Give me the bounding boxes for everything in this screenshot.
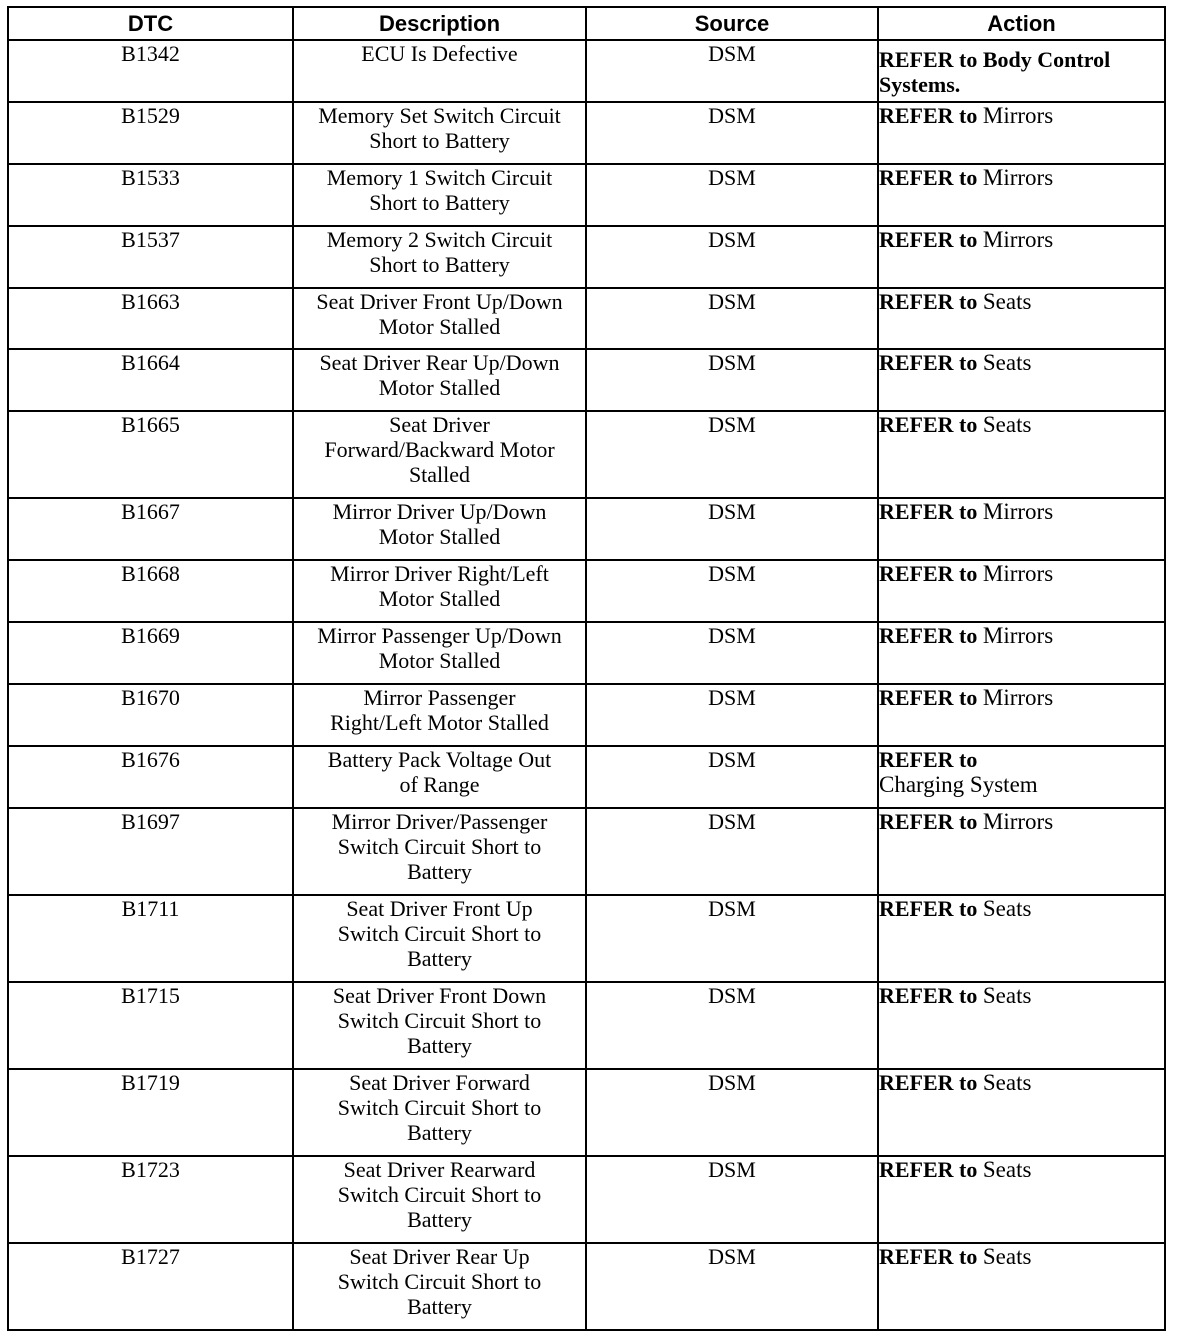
header-action: Action <box>878 7 1165 40</box>
description-line: Stalled <box>408 462 471 487</box>
cell-dtc: B1342 <box>8 40 293 102</box>
description-line: Seat Driver Front Up <box>346 896 533 921</box>
cell-description <box>293 1156 586 1243</box>
description-line: Mirror Passenger <box>363 685 516 710</box>
table-row <box>8 560 1165 622</box>
table-header-row <box>8 7 1165 40</box>
description-line: Switch Circuit Short to <box>337 1008 542 1033</box>
table-row <box>8 226 1165 288</box>
cell-action <box>878 349 1165 411</box>
action-target: Seats <box>982 983 1032 1008</box>
cell-source: DSM <box>586 1243 878 1330</box>
cell-action <box>878 498 1165 560</box>
table-row <box>8 684 1165 746</box>
cell-description <box>293 808 586 895</box>
table-row <box>8 622 1165 684</box>
description-line: Mirror Driver Right/Left <box>330 561 549 586</box>
description-line: Motor Stalled <box>378 314 501 339</box>
description-line: Battery <box>407 1033 472 1058</box>
cell-action <box>878 1069 1165 1156</box>
cell-source: DSM <box>586 40 878 102</box>
description-line: Switch Circuit Short to <box>337 921 542 946</box>
description-line: Seat Driver Front Down <box>332 983 547 1008</box>
description-line: Battery <box>407 1120 472 1145</box>
action-target: Mirrors <box>982 623 1054 648</box>
cell-dtc: B1667 <box>8 498 293 560</box>
action-target: Mirrors <box>982 561 1054 586</box>
table-row <box>8 808 1165 895</box>
cell-source: DSM <box>586 684 878 746</box>
cell-source: DSM <box>586 498 878 560</box>
cell-description <box>293 164 586 226</box>
cell-dtc: B1663 <box>8 288 293 349</box>
cell-action <box>878 164 1165 226</box>
description-line: Short to Battery <box>369 252 510 277</box>
cell-description <box>293 746 586 808</box>
cell-description <box>293 560 586 622</box>
table-row <box>8 349 1165 411</box>
action-target: Seats <box>982 896 1032 921</box>
cell-description <box>293 40 586 102</box>
cell-source: DSM <box>586 1156 878 1243</box>
cell-source: DSM <box>586 560 878 622</box>
cell-dtc: B1669 <box>8 622 293 684</box>
cell-dtc: B1529 <box>8 102 293 164</box>
table-row <box>8 40 1165 102</box>
action-target: Seats <box>982 289 1032 314</box>
cell-source: DSM <box>586 164 878 226</box>
table-row <box>8 746 1165 808</box>
cell-source: DSM <box>586 622 878 684</box>
cell-source: DSM <box>586 895 878 982</box>
description-line: of Range <box>399 772 480 797</box>
cell-dtc: B1723 <box>8 1156 293 1243</box>
cell-dtc: B1670 <box>8 684 293 746</box>
cell-action <box>878 1243 1165 1330</box>
description-line: Mirror Passenger Up/Down <box>317 623 562 648</box>
description-line: Motor Stalled <box>378 375 501 400</box>
action-refer: REFER to <box>879 809 978 834</box>
action-refer: REFER to <box>879 289 978 314</box>
cell-dtc: B1697 <box>8 808 293 895</box>
cell-source: DSM <box>586 102 878 164</box>
description-line: Memory 2 Switch Circuit <box>326 227 553 252</box>
description-line: Battery <box>407 946 472 971</box>
table-row <box>8 1156 1165 1243</box>
action-refer: REFER to <box>879 747 978 772</box>
cell-description <box>293 102 586 164</box>
action-refer: REFER to <box>879 103 978 128</box>
table-row <box>8 1069 1165 1156</box>
cell-description <box>293 895 586 982</box>
cell-description <box>293 411 586 498</box>
cell-action <box>878 684 1165 746</box>
description-line: Battery <box>407 1294 472 1319</box>
description-line: Seat Driver Rearward <box>343 1157 536 1182</box>
cell-description <box>293 288 586 349</box>
cell-dtc: B1676 <box>8 746 293 808</box>
action-target: Charging System <box>879 772 1038 797</box>
description-line: Seat Driver Forward <box>349 1070 530 1095</box>
table-body <box>8 40 1165 1330</box>
table-row <box>8 102 1165 164</box>
action-refer: REFER to <box>879 499 978 524</box>
cell-description <box>293 1069 586 1156</box>
description-line: Short to Battery <box>369 190 510 215</box>
cell-description <box>293 622 586 684</box>
action-refer: REFER to <box>879 227 978 252</box>
cell-action <box>878 560 1165 622</box>
description-line: Seat Driver Front Up/Down <box>316 289 563 314</box>
cell-dtc: B1664 <box>8 349 293 411</box>
cell-dtc: B1537 <box>8 226 293 288</box>
action-target: Mirrors <box>982 165 1054 190</box>
cell-description <box>293 226 586 288</box>
description-line: Memory 1 Switch Circuit <box>326 165 553 190</box>
cell-action <box>878 808 1165 895</box>
description-line: Switch Circuit Short to <box>337 1095 542 1120</box>
cell-action <box>878 982 1165 1069</box>
table-row <box>8 895 1165 982</box>
table-row <box>8 982 1165 1069</box>
action-target: Mirrors <box>982 227 1054 252</box>
cell-action <box>878 102 1165 164</box>
table-row <box>8 1243 1165 1330</box>
cell-source: DSM <box>586 808 878 895</box>
cell-source: DSM <box>586 411 878 498</box>
description-line: Motor Stalled <box>378 648 501 673</box>
description-line: Short to Battery <box>369 128 510 153</box>
cell-source: DSM <box>586 982 878 1069</box>
action-target: Systems. <box>879 72 961 97</box>
cell-description <box>293 1243 586 1330</box>
cell-action <box>878 895 1165 982</box>
cell-dtc: B1719 <box>8 1069 293 1156</box>
action-refer: REFER to <box>879 561 978 586</box>
table-row <box>8 498 1165 560</box>
action-target: Seats <box>982 350 1032 375</box>
cell-dtc: B1727 <box>8 1243 293 1330</box>
description-line: Motor Stalled <box>378 586 501 611</box>
cell-action <box>878 746 1165 808</box>
description-line: Motor Stalled <box>378 524 501 549</box>
description-line: Battery <box>407 1207 472 1232</box>
cell-description <box>293 982 586 1069</box>
cell-source: DSM <box>586 1069 878 1156</box>
action-refer: REFER to <box>879 1157 978 1182</box>
action-refer: REFER to <box>879 896 978 921</box>
table-row <box>8 288 1165 349</box>
description-line: Right/Left Motor Stalled <box>330 710 549 735</box>
cell-dtc: B1715 <box>8 982 293 1069</box>
action-target: Mirrors <box>982 685 1054 710</box>
action-target: Seats <box>982 1070 1032 1095</box>
action-refer: REFER to <box>879 685 978 710</box>
cell-action <box>878 411 1165 498</box>
cell-action <box>878 226 1165 288</box>
action-refer: REFER to <box>879 1244 978 1269</box>
description-line: Battery Pack Voltage Out <box>327 747 552 772</box>
cell-dtc: B1665 <box>8 411 293 498</box>
action-refer: REFER to <box>879 350 978 375</box>
action-refer: REFER to <box>879 412 978 437</box>
header-description: Description <box>293 7 586 40</box>
description-line: Seat Driver <box>389 412 490 437</box>
cell-dtc: B1668 <box>8 560 293 622</box>
header-source: Source <box>586 7 878 40</box>
table-row <box>8 164 1165 226</box>
description-line: Mirror Driver/Passenger <box>331 809 548 834</box>
action-refer: REFER to Body Control <box>879 47 1111 72</box>
cell-description <box>293 498 586 560</box>
cell-dtc: B1533 <box>8 164 293 226</box>
cell-action <box>878 1156 1165 1243</box>
cell-source: DSM <box>586 288 878 349</box>
description-line: Switch Circuit Short to <box>337 834 542 859</box>
description-line: ECU Is Defective <box>361 41 518 66</box>
description-line: Mirror Driver Up/Down <box>332 499 547 524</box>
header-dtc: DTC <box>8 7 293 40</box>
cell-source: DSM <box>586 349 878 411</box>
cell-source: DSM <box>586 226 878 288</box>
cell-action <box>878 40 1165 102</box>
action-refer: REFER to <box>879 165 978 190</box>
cell-source: DSM <box>586 746 878 808</box>
action-refer: REFER to <box>879 983 978 1008</box>
action-target: Seats <box>982 1157 1032 1182</box>
description-line: Seat Driver Rear Up/Down <box>319 350 560 375</box>
cell-description <box>293 684 586 746</box>
action-target: Seats <box>982 412 1032 437</box>
dtc-table <box>7 6 1166 1331</box>
description-line: Memory Set Switch Circuit <box>318 103 561 128</box>
action-refer: REFER to <box>879 623 978 648</box>
table-row <box>8 411 1165 498</box>
description-line: Seat Driver Rear Up <box>349 1244 530 1269</box>
description-line: Forward/Backward Motor <box>324 437 555 462</box>
cell-action <box>878 288 1165 349</box>
action-target: Mirrors <box>982 499 1054 524</box>
description-line: Battery <box>407 859 472 884</box>
action-refer: REFER to <box>879 1070 978 1095</box>
cell-action <box>878 622 1165 684</box>
description-line: Switch Circuit Short to <box>337 1269 542 1294</box>
action-target: Seats <box>982 1244 1032 1269</box>
description-line: Switch Circuit Short to <box>337 1182 542 1207</box>
cell-dtc: B1711 <box>8 895 293 982</box>
action-target: Mirrors <box>982 103 1054 128</box>
action-target: Mirrors <box>982 809 1054 834</box>
cell-description <box>293 349 586 411</box>
